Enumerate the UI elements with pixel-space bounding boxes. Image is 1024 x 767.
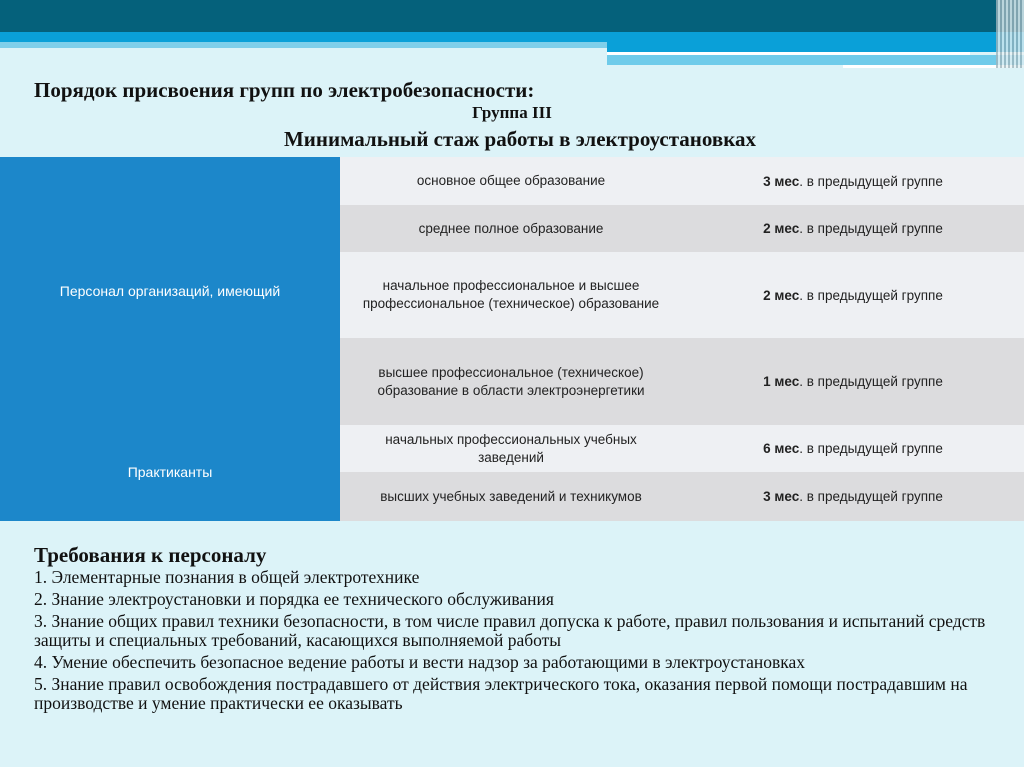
education-cell: основное общее образование <box>416 173 606 188</box>
education-cell: среднее полное образование <box>418 220 604 236</box>
table-row <box>340 472 1024 521</box>
requirements-heading: Требования к персоналу <box>34 543 267 567</box>
header-stripe <box>607 55 1024 65</box>
requirement-item: 1. Элементарные познания в общей электротехнике <box>34 567 420 587</box>
requirement-item: 2. Знание электроустановки и порядка ее технического обслуживания <box>34 589 554 609</box>
table-row <box>340 338 1024 425</box>
education-cell: начальных профессиональных учебных заведений <box>385 431 637 465</box>
education-cell: высших учебных заведений и техникумов <box>380 488 642 504</box>
table-row <box>340 205 1024 252</box>
header-stripe <box>607 42 1024 52</box>
experience-cell: 3 мес. в предыдущей группе <box>763 489 943 504</box>
requirement-item: 4. Умение обеспечить безопасное ведение работы и вести надзор за работающими в электроустановках <box>34 652 805 672</box>
requirement-item: 5. Знание правил освобождения пострадавшего от действия электрического тока, оказания первой помощи пострадавшим на производстве и умение практически ее оказывать <box>34 674 968 713</box>
category-personnel: Персонал организаций, имеющий <box>59 283 281 299</box>
experience-cell: 1 мес. в предыдущей группе <box>763 374 943 389</box>
slide-title: Порядок присвоения групп по электробезопасности: <box>34 78 535 102</box>
group-heading: Группа III <box>472 103 552 122</box>
header-edge-decoration <box>996 0 1024 68</box>
education-cell: начальное профессиональное и высшее профессиональное (техническое) образование <box>362 278 660 311</box>
table-category-column <box>0 157 340 521</box>
education-cell: высшее профессиональное (техническое) образование в области электроэнергетики <box>377 364 645 398</box>
requirements-section <box>34 543 1019 716</box>
requirement-item: 3. Знание общих правил техники безопасности, в том числе правил допуска к работе, правил пользования и испытаний средств защиты и специальных требований, касающихся выполняемой работы <box>34 611 986 650</box>
header-band <box>0 0 1024 32</box>
experience-cell: 2 мес. в предыдущей группе <box>763 221 943 236</box>
experience-cell: 3 мес. в предыдущей группе <box>763 173 943 189</box>
header-stripe <box>0 32 1024 42</box>
slide-subtitle: Минимальный стаж работы в электроустановках <box>283 127 757 151</box>
header-line <box>843 65 1013 68</box>
table-row <box>340 252 1024 338</box>
category-trainees: Практиканты <box>127 464 213 480</box>
table-row <box>340 425 1024 472</box>
header-stripe <box>0 42 607 48</box>
experience-cell: 6 мес. в предыдущей группе <box>763 441 943 456</box>
experience-cell: 2 мес. в предыдущей группе <box>763 287 943 303</box>
table-row <box>340 157 1024 205</box>
